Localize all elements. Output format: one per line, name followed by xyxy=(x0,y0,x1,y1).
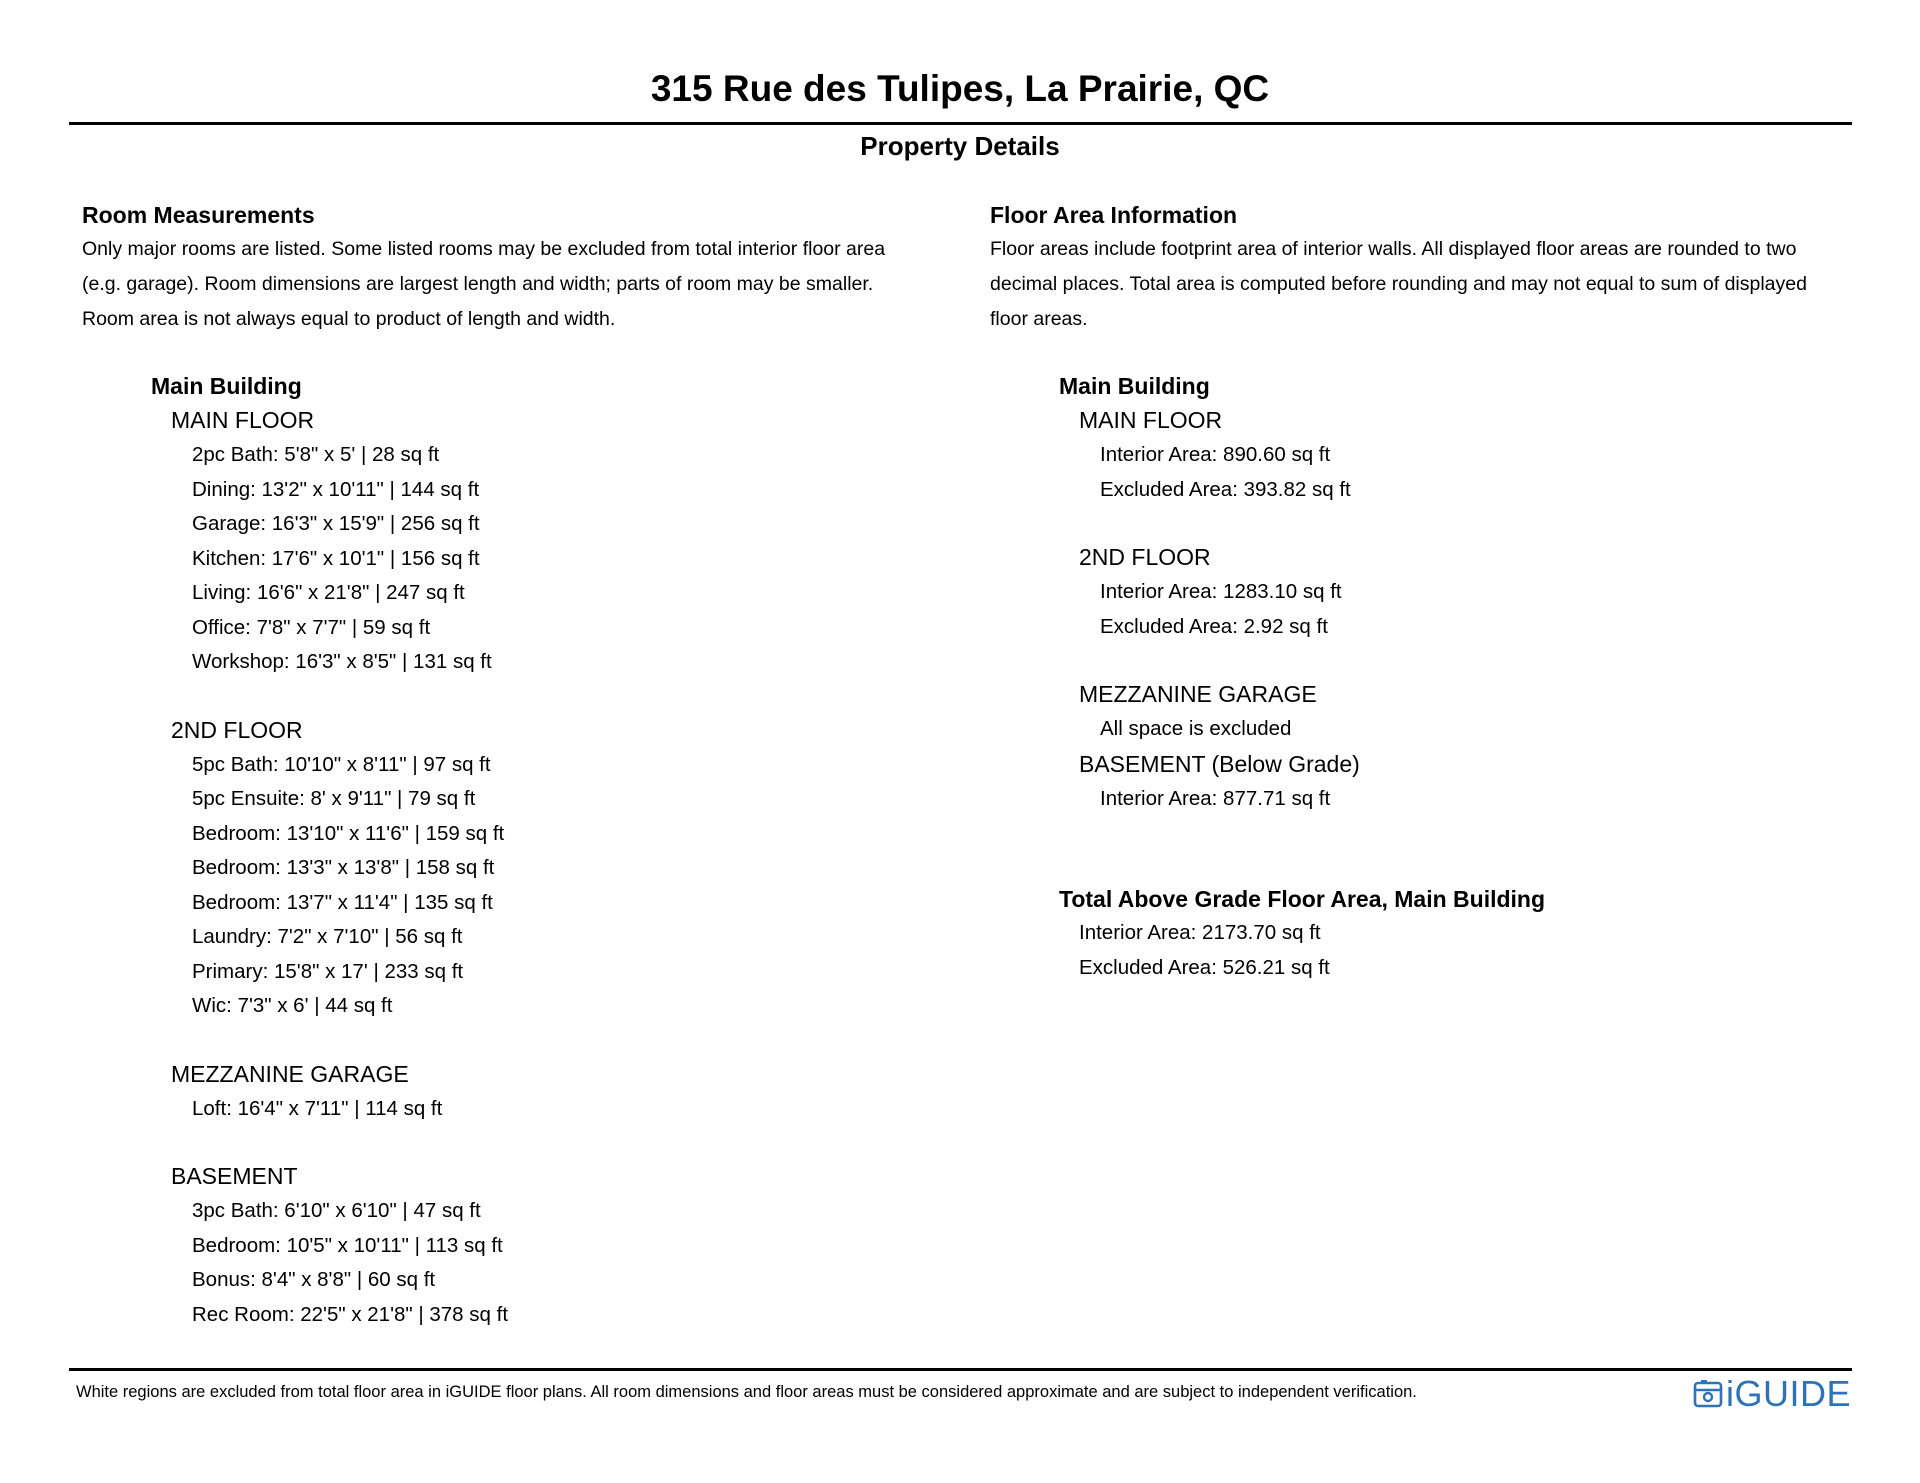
room-measurements-description xyxy=(82,232,942,337)
footer-divider xyxy=(69,1368,1852,1371)
total-area-row: Excluded Area: 526.21 sq ft xyxy=(1079,955,1330,979)
room-row: Bedroom: 10'5" x 10'11" | 113 sq ft xyxy=(192,1233,503,1257)
area-row: Excluded Area: 393.82 sq ft xyxy=(1100,477,1351,501)
room-row: Garage: 16'3" x 15'9" | 256 sq ft xyxy=(192,512,480,535)
total-area-row: Interior Area: 2173.70 sq ft xyxy=(1079,921,1321,944)
room-row: 5pc Bath: 10'10" x 8'11" | 97 sq ft xyxy=(192,752,491,776)
room-row: Laundry: 7'2" x 7'10" | 56 sq ft xyxy=(192,925,463,948)
room-row: Workshop: 16'3" x 8'5" | 131 sq ft xyxy=(192,650,492,673)
page-title: 315 Rue des Tulipes, La Prairie, QC xyxy=(650,68,1270,109)
floor-mezzanine xyxy=(171,1057,942,1127)
floor-title: MAIN FLOOR xyxy=(1079,407,1223,433)
floor-area-section xyxy=(990,198,1870,985)
room-row: Bedroom: 13'10" x 11'6" | 159 sq ft xyxy=(192,821,505,845)
room-building-block xyxy=(151,369,942,1332)
floor-title: BASEMENT xyxy=(171,1163,298,1189)
area-row: All space is excluded xyxy=(1100,717,1292,740)
room-row: Bedroom: 13'7" x 11'4" | 135 sq ft xyxy=(192,890,493,914)
room-measurements-section xyxy=(82,198,942,1332)
header-divider xyxy=(69,122,1852,125)
area-floor-basement xyxy=(1079,747,1870,817)
area-row: Interior Area: 877.71 sq ft xyxy=(1100,786,1331,810)
room-row: 5pc Ensuite: 8' x 9'11" | 79 sq ft xyxy=(192,787,476,810)
description-line: Floor areas include footprint area of interior walls. All displayed floor areas are rounded to two xyxy=(990,238,1797,260)
iguide-logo xyxy=(1693,1373,1851,1415)
room-row: Dining: 13'2" x 10'11" | 144 sq ft xyxy=(192,477,480,501)
room-row: Kitchen: 17'6" x 10'1" | 156 sq ft xyxy=(192,546,480,570)
total-area-block xyxy=(1059,882,1870,985)
room-measurements-heading: Room Measurements xyxy=(82,202,315,228)
floor-title: 2ND FLOOR xyxy=(171,716,303,743)
room-row: 3pc Bath: 6'10" x 6'10" | 47 sq ft xyxy=(192,1199,481,1222)
area-row: Interior Area: 1283.10 sq ft xyxy=(1100,580,1342,603)
room-row: Bedroom: 13'3" x 13'8" | 158 sq ft xyxy=(192,856,495,879)
room-row: Primary: 15'8" x 17' | 233 sq ft xyxy=(192,959,464,983)
description-line: decimal places. Total area is computed before rounding and may not equal to sum of displayed xyxy=(990,273,1807,295)
floor-area-heading: Floor Area Information xyxy=(990,202,1238,228)
room-row: 2pc Bath: 5'8" x 5' | 28 sq ft xyxy=(192,443,440,466)
room-row: Wic: 7'3" x 6' | 44 sq ft xyxy=(192,994,393,1017)
description-line: floor areas. xyxy=(990,308,1088,330)
area-floor-second xyxy=(1079,540,1870,644)
camera-box-icon xyxy=(1693,1379,1723,1409)
building-title: Main Building xyxy=(1059,373,1210,399)
floor-title: BASEMENT (Below Grade) xyxy=(1079,750,1360,777)
room-row: Loft: 16'4" x 7'11" | 114 sq ft xyxy=(192,1096,443,1120)
logo-text: iGUIDE xyxy=(1726,1373,1852,1414)
floor-main xyxy=(171,403,942,680)
floor-area-description xyxy=(990,232,1870,337)
description-line: Room area is not always equal to product of length and width. xyxy=(82,308,616,330)
building-title: Main Building xyxy=(151,373,302,399)
area-floor-mezzanine xyxy=(1079,677,1870,747)
area-building-block xyxy=(1059,369,1870,985)
room-row: Living: 16'6" x 21'8" | 247 sq ft xyxy=(192,581,465,604)
floor-title: 2ND FLOOR xyxy=(1079,544,1211,570)
description-line: Only major rooms are listed. Some listed rooms may be excluded from total interior floor area xyxy=(82,238,886,260)
total-area-title: Total Above Grade Floor Area, Main Building xyxy=(1059,886,1546,912)
area-row: Excluded Area: 2.92 sq ft xyxy=(1100,614,1328,638)
floor-second xyxy=(171,713,942,1024)
footer-disclaimer: White regions are excluded from total floor area in iGUIDE floor plans. All room dimensions and floor areas must be considered approximate and are subject to independent verification. xyxy=(76,1383,1417,1401)
description-line: (e.g. garage). Room dimensions are largest length and width; parts of room may be smaller. xyxy=(82,273,874,295)
room-row: Rec Room: 22'5" x 21'8" | 378 sq ft xyxy=(192,1302,509,1326)
room-row: Office: 7'8" x 7'7" | 59 sq ft xyxy=(192,615,431,639)
floor-basement xyxy=(171,1159,942,1332)
area-row: Interior Area: 890.60 sq ft xyxy=(1100,443,1331,466)
floor-title: MEZZANINE GARAGE xyxy=(1079,681,1317,707)
area-floor-main xyxy=(1079,403,1870,507)
floor-title: MEZZANINE GARAGE xyxy=(171,1060,409,1087)
page-subtitle: Property Details xyxy=(860,131,1060,161)
room-row: Bonus: 8'4" x 8'8" | 60 sq ft xyxy=(192,1268,436,1291)
floor-title: MAIN FLOOR xyxy=(171,407,315,433)
